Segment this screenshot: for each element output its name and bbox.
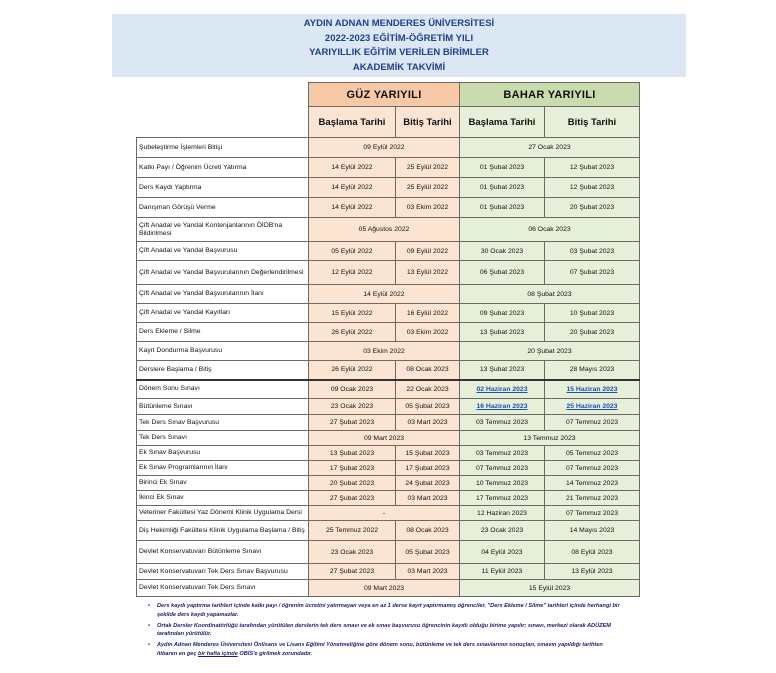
fall-end-date: 03 Ekim 2022 (396, 323, 460, 342)
fall-end-date: 03 Mart 2023 (396, 491, 460, 506)
date-link[interactable]: 15 Haziran 2023 (566, 385, 618, 393)
calendar-row (137, 361, 640, 380)
bullet: • (148, 622, 150, 629)
calendar-row (137, 431, 640, 446)
activity-label: Çift Anadal ve Yandal Kayıtları (137, 304, 309, 323)
semester-header-row (137, 83, 640, 107)
fall-end-date: 08 Ocak 2023 (396, 361, 460, 380)
fall-date-single: 09 Mart 2023 (309, 580, 460, 597)
activity-label: Birinci Ek Sınav (137, 476, 309, 491)
spring-end-date: 13 Eylül 2023 (545, 564, 640, 580)
date-header-row (137, 107, 640, 138)
fall-end-date: 25 Eylül 2022 (396, 178, 460, 198)
calendar-row (137, 342, 640, 361)
fall-start-date: 14 Eylül 2022 (309, 198, 396, 218)
spring-end-date: 14 Mayıs 2023 (545, 521, 640, 541)
spring-end-date: 07 Şubat 2023 (545, 261, 640, 285)
spring-date-single: 20 Şubat 2023 (460, 342, 640, 361)
spring-end-date (545, 399, 640, 415)
fall-end-date: 03 Mart 2023 (396, 415, 460, 431)
calendar-row (137, 446, 640, 461)
spring-end-date: 20 Şubat 2023 (545, 323, 640, 342)
calendar-title-box (112, 14, 686, 77)
spring-start-date: 03 Temmuz 2023 (460, 446, 545, 461)
fall-start-date: 17 Şubat 2023 (309, 461, 396, 476)
spring-start-date: 03 Temmuz 2023 (460, 415, 545, 431)
calendar-name: AKADEMİK TAKVİMİ (352, 61, 446, 73)
spring-start-date: 07 Temmuz 2023 (460, 461, 545, 476)
fall-end-date: 24 Şubat 2023 (396, 476, 460, 491)
academic-calendar-table (136, 82, 640, 597)
spring-end-date: 12 Şubat 2023 (545, 178, 640, 198)
fall-start-date: 23 Ocak 2023 (309, 399, 396, 415)
spring-end-date: 12 Şubat 2023 (545, 158, 640, 178)
activity-label: Danışman Görüşü Verme (137, 198, 309, 218)
spring-end-date: 05 Temmuz 2023 (545, 446, 640, 461)
bullet: • (148, 642, 150, 649)
fall-end-date: 08 Ocak 2023 (396, 521, 460, 541)
spring-end-date: 10 Şubat 2023 (545, 304, 640, 323)
spring-end-date: 14 Temmuz 2023 (545, 476, 640, 491)
calendar-row (137, 380, 640, 399)
calendar-row (137, 158, 640, 178)
activity-label: Şubeleştirme İşlemleri Bitişi (137, 138, 309, 158)
activity-label: Çift Anadal ve Yandal Kontenjanlarının ÖİDB'na Bildirilmesi (137, 218, 309, 242)
fall-start-date: 26 Eylül 2022 (309, 361, 396, 380)
calendar-row (137, 399, 640, 415)
activity-label: Devlet Konservatuvarı Bütünleme Sınavı (137, 541, 309, 564)
date-link[interactable]: 16 Haziran 2023 (476, 403, 528, 410)
activity-label: Katkı Payı / Öğrenim Ücreti Yatırma (137, 158, 309, 178)
spring-start-date (460, 380, 545, 399)
spring-end-date: 07 Temmuz 2023 (545, 415, 640, 431)
fall-start-date: 09 Ocak 2023 (309, 380, 396, 399)
activity-label: Ek Sınav Başvurusu (137, 446, 309, 461)
spring-start-header: Başlama Tarihi (460, 107, 545, 138)
spring-start-date: 06 Şubat 2023 (460, 261, 545, 285)
footnote-emphasis: bir hafta içinde (198, 650, 238, 657)
calendar-row (137, 198, 640, 218)
fall-start-date: 12 Eylül 2022 (309, 261, 396, 285)
activity-label: Veteriner Fakültesi Yaz Dönemi Klinik Uygulama Dersi (137, 506, 309, 521)
calendar-row (137, 541, 640, 564)
date-link[interactable]: 25 Haziran 2023 (566, 403, 618, 410)
date-link[interactable]: 02 Haziran 2023 (476, 385, 528, 393)
spring-date-single: 13 Temmuz 2023 (460, 431, 640, 446)
fall-start-date: 23 Ocak 2023 (309, 541, 396, 564)
calendar-row (137, 178, 640, 198)
spring-start-date (460, 399, 545, 415)
activity-label: Tek Ders Sınavı (137, 431, 309, 446)
fall-end-date: 05 Şubat 2023 (396, 541, 460, 564)
fall-start-date: 26 Eylül 2022 (309, 323, 396, 342)
spring-start-date: 13 Şubat 2023 (460, 361, 545, 380)
spring-end-date (545, 380, 640, 399)
fall-end-date: 03 Ekim 2022 (396, 198, 460, 218)
spring-end-date: 28 Mayıs 2023 (545, 361, 640, 380)
fall-end-date: 13 Eylül 2022 (396, 261, 460, 285)
fall-end-header: Bitiş Tarihi (396, 107, 460, 138)
fall-start-date: 27 Şubat 2023 (309, 491, 396, 506)
activity-label: İkinci Ek Sınav (137, 491, 309, 506)
calendar-row (137, 521, 640, 541)
fall-start-date: 27 Şubat 2023 (309, 564, 396, 580)
activity-label: Ek Sınav Programlarının İlanı (137, 461, 309, 476)
activity-label: Bütünleme Sınavı (137, 399, 309, 415)
activity-label: Tek Ders Sınav Başvurusu (137, 415, 309, 431)
fall-start-date: 14 Eylül 2022 (309, 178, 396, 198)
fall-end-date: 09 Eylül 2022 (396, 242, 460, 261)
fall-end-date: 15 Şubat 2023 (396, 446, 460, 461)
footnote-3 (148, 641, 620, 659)
fall-start-date: 20 Şubat 2023 (309, 476, 396, 491)
fall-start-date: 27 Şubat 2023 (309, 415, 396, 431)
spring-start-date: 10 Temmuz 2023 (460, 476, 545, 491)
activity-label: Devlet Konservatuvarı Tek Ders Sınavı (137, 580, 309, 597)
fall-end-date: 05 Şubat 2023 (396, 399, 460, 415)
activity-label: Ders Ekleme / Silme (137, 323, 309, 342)
spring-end-date: 20 Şubat 2023 (545, 198, 640, 218)
academic-year: 2022-2023 EĞİTİM-ÖĞRETİM YILI (324, 32, 474, 44)
fall-start-date: 15 Eylül 2022 (309, 304, 396, 323)
activity-label: Çift Anadal ve Yandal Başvurusu (137, 242, 309, 261)
spring-end-date: 07 Temmuz 2023 (545, 506, 640, 521)
spring-start-date: 01 Şubat 2023 (460, 158, 545, 178)
spring-date-single: 08 Şubat 2023 (460, 285, 640, 304)
fall-end-date: 03 Mart 2023 (396, 564, 460, 580)
fall-end-date: 25 Eylül 2022 (396, 158, 460, 178)
calendar-row (137, 491, 640, 506)
spring-end-header: Bitiş Tarihi (545, 107, 640, 138)
spring-semester-header: BAHAR YARIYILI (460, 83, 640, 107)
activity-label: Kayıt Dondurma Başvurusu (137, 342, 309, 361)
activity-label: Ders Kaydı Yaptırma (137, 178, 309, 198)
calendar-row (137, 138, 640, 158)
calendar-row (137, 323, 640, 342)
bullet: • (148, 603, 150, 609)
activity-label: Çift Anadal ve Yandal Başvurularının İlanı (137, 285, 309, 304)
spring-end-date: 03 Şubat 2023 (545, 242, 640, 261)
spring-start-date: 09 Şubat 2023 (460, 304, 545, 323)
calendar-row (137, 415, 640, 431)
calendar-row (137, 476, 640, 491)
fall-date-single: 09 Mart 2023 (309, 431, 460, 446)
fall-date-single: 05 Ağustos 2022 (309, 218, 460, 242)
calendar-row (137, 285, 640, 304)
spring-start-date: 12 Haziran 2023 (460, 506, 545, 521)
fall-start-date: 05 Eylül 2022 (309, 242, 396, 261)
footnote-text: Ortak Dersler Koordinatörlüğü tarafından yürütülen derslerin tek ders sınavı ve ek sınav başvurusu öğrencinin kayıtlı olduğu birime yapılır; sınavı, merkezi olarak ADÜZEM tarafından yürütülür. (157, 622, 611, 638)
fall-semester-header: GÜZ YARIYILI (309, 83, 460, 107)
spring-start-date: 11 Eylül 2023 (460, 564, 545, 580)
activity-label: Çift Anadal ve Yandal Başvurularının Değerlendirilmesi (137, 261, 309, 285)
fall-start-date: 25 Temmuz 2022 (309, 521, 396, 541)
fall-date-single: 09 Eylül 2022 (309, 138, 460, 158)
fall-date-single: 03 Ekim 2022 (309, 342, 460, 361)
spring-end-date: 08 Eylül 2023 (545, 541, 640, 564)
calendar-row (137, 564, 640, 580)
fall-start-header: Başlama Tarihi (309, 107, 396, 138)
fall-date-single: 14 Eylül 2022 (309, 285, 460, 304)
calendar-row (137, 304, 640, 323)
fall-end-date: 17 Şubat 2023 (396, 461, 460, 476)
calendar-row (137, 461, 640, 476)
activity-label: Diş Hekimliği Fakültesi Klinik Uygulama Başlama / Bitiş (137, 521, 309, 541)
spring-end-date: 21 Temmuz 2023 (545, 491, 640, 506)
spring-start-date: 17 Temmuz 2023 (460, 491, 545, 506)
calendar-row (137, 506, 640, 521)
spring-end-date: 07 Temmuz 2023 (545, 461, 640, 476)
calendar-row (137, 261, 640, 285)
spring-start-date: 01 Şubat 2023 (460, 198, 545, 218)
spring-date-single: 06 Ocak 2023 (460, 218, 640, 242)
unit-type: YARIYILLIK EĞİTİM VERİLEN BİRİMLER (309, 47, 489, 58)
activity-label: Devlet Konservatuvarı Tek Ders Sınav Başvurusu (137, 564, 309, 580)
spring-date-single: 27 Ocak 2023 (460, 138, 640, 158)
footnote-1 (148, 602, 620, 620)
spring-start-date: 01 Şubat 2023 (460, 178, 545, 198)
calendar-row (137, 218, 640, 242)
footnotes (148, 602, 620, 659)
fall-end-date: 22 Ocak 2023 (396, 380, 460, 399)
footnote-2 (148, 622, 620, 640)
spring-start-date: 30 Ocak 2023 (460, 242, 545, 261)
activity-label: Derslere Başlama / Bitiş (137, 361, 309, 380)
calendar-row (137, 242, 640, 261)
footnote-text: Ders kaydı yaptırma tarihleri içinde katkı payı / öğrenim ücretini yatırmayan veya en az 1 derse kayıt yaptırmamış öğrenciler, "Ders Ekleme / Silme" tarihleri içinde herhangi bir şekilde ders kaydı yapamazlar. (157, 603, 620, 618)
fall-start-date: 14 Eylül 2022 (309, 158, 396, 178)
fall-start-date: 13 Şubat 2023 (309, 446, 396, 461)
activity-label: Dönem Sonu Sınavı (137, 380, 309, 399)
spring-start-date: 04 Eylül 2023 (460, 541, 545, 564)
calendar-row (137, 580, 640, 597)
spring-date-single: 15 Eylül 2023 (460, 580, 640, 597)
spring-start-date: 23 Ocak 2023 (460, 521, 545, 541)
university-name: AYDIN ADNAN MENDERES ÜNİVERSİTESİ (303, 18, 495, 29)
footnote-text: Aydın Adnan Menderes Üniversitesi Önlisans ve Lisans Eğitimi Yönetmeliğine göre dönem sonu, bütünleme ve tek ders sınavlarının sonuçları, sınavın yapıldığı tarihten itibaren en geç (157, 642, 603, 657)
footnote-text: OBİS'e girilmek zorundadır. (239, 650, 313, 657)
fall-date-single: - (309, 506, 460, 521)
spring-start-date: 13 Şubat 2023 (460, 323, 545, 342)
fall-end-date: 16 Eylül 2022 (396, 304, 460, 323)
